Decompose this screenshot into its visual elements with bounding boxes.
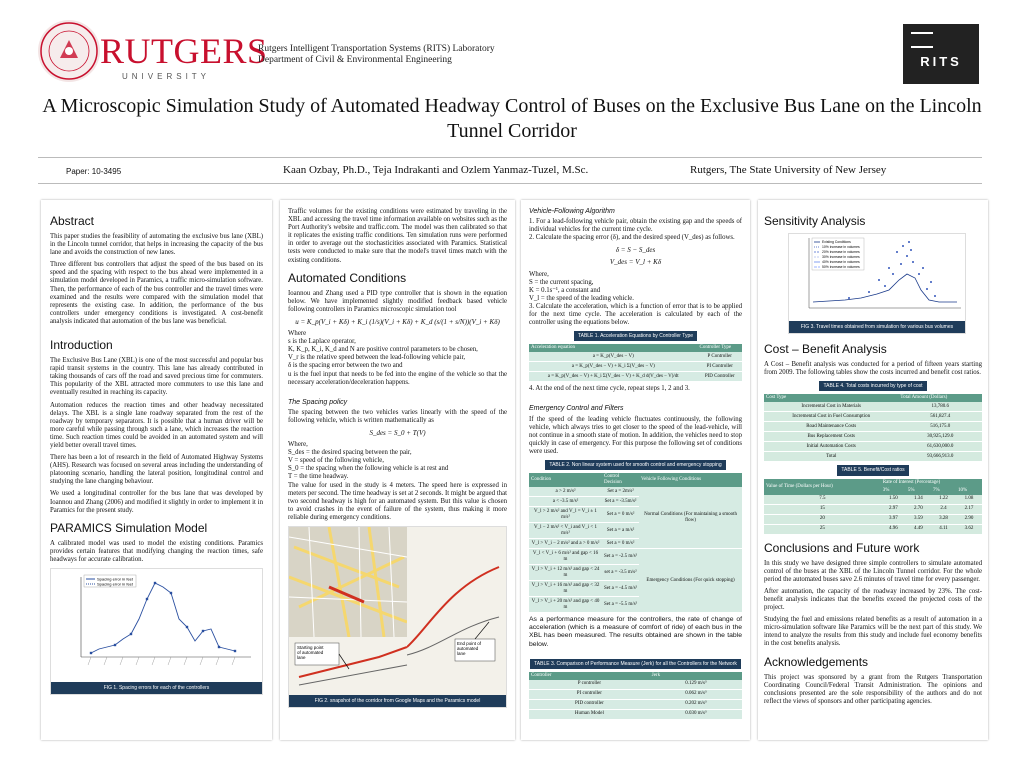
table-cell: a > 2 m/s² xyxy=(529,487,602,497)
conclusions-p2: In this study we have designed three simple controllers to simulate automated control of the buses at the XBL of the Lincoln Tunnel corridor. For the whole period the automated buses save 2.6 minutes of travel time for every passenger. xyxy=(764,559,982,583)
table-cell: Incremental Cost in Materials xyxy=(764,402,898,412)
algo-step-2: 2. Calculate the spacing error (δ), and the desired speed (V_des) as follows. xyxy=(529,234,735,242)
table-cell: Bus Replacement Costs xyxy=(764,432,898,442)
table-2-group-normal: Normal Conditions (For maintaining a smooth flow) xyxy=(639,487,742,549)
fig3-legend: Existing Conditions xyxy=(822,240,851,245)
where-line-2: K, K_p, K_i, K_d and N are positive control parameters to be chosen, xyxy=(288,346,478,354)
algorithm-heading: Vehicle-Following Algorithm xyxy=(529,208,615,215)
table-3-header: Jerk xyxy=(650,672,742,680)
algo-where: Where, xyxy=(529,270,549,278)
acknowledgements-heading: Acknowledgements xyxy=(764,654,869,669)
table-row xyxy=(764,514,982,524)
pid-equation: u = K_p(V_i + Kδ) + K_i (1/s)(V_i + Kδ) + K_d (s/(1 + s/N))(V_i + Kδ) xyxy=(295,317,500,326)
abstract-p1: This paper studies the feasibility of automating the exclusive bus lane (XBL) in the Lincoln tunnel corridor, that helps in increasing the capacity of the bus lane and avoids the construction of new lanes. xyxy=(50,233,263,257)
spacing-error-equation: δ = S − S_des xyxy=(615,246,656,255)
table-5-header-right: Rate of Interest (Percentage) xyxy=(881,479,982,487)
table-1-header: Acceleration equation xyxy=(529,344,697,352)
table-cell: V_l < V_i + 6 m/s² and gap < 16 m xyxy=(529,549,602,565)
table-cell: V_l > 2 m/s² and V_l = V_i ± 1 m/s² xyxy=(529,507,602,523)
table-cell: PID controller xyxy=(529,699,650,709)
rutgers-crest-icon xyxy=(38,20,100,82)
corridor-map-graphic xyxy=(289,527,506,695)
table-row xyxy=(764,402,982,412)
sensitivity-heading: Sensitivity Analysis xyxy=(764,214,866,228)
lab-affiliation xyxy=(258,44,495,66)
table-cell: Set a = -2.5 m/s² xyxy=(602,549,639,565)
spacing-policy-heading: The Spacing policy xyxy=(288,398,348,406)
table-cell: 3.28 xyxy=(931,514,956,524)
table-row xyxy=(529,699,742,709)
table-cell: 4.49 xyxy=(906,524,931,534)
paramics-heading: PARAMICS Simulation Model xyxy=(50,520,208,535)
table-2-group-emergency: Emergency Conditions (For quick stopping) xyxy=(639,549,742,613)
table-cell: 3.97 xyxy=(881,514,906,524)
table-cell: Human Model xyxy=(529,709,650,719)
table-2-header: Control Decision xyxy=(602,473,639,487)
table-2 xyxy=(529,473,742,613)
figure-2-caption: FIG 2. snapshot of the corridor from Google Maps and the Paramics model xyxy=(289,695,506,707)
fig2-label-end: End point of automated lane xyxy=(457,641,482,656)
var-line-2: V = speed of the following vehicle, xyxy=(288,457,385,465)
poster-header xyxy=(0,0,1024,88)
table-cell: 0.030 m/s³ xyxy=(650,709,742,719)
spacing-equation: S_des = S_0 + T(V) xyxy=(369,428,426,437)
table-cell: PID Controller xyxy=(697,372,742,382)
table-cell: 4.11 xyxy=(931,524,956,534)
calibration-p1: Traffic volumes for the existing conditions were estimated by traveling in the XBL and accessing the travel time information available on websites such as the Port Authority's website and traffic.com. The model was then calibrated so that it replicates the existing traffic conditions. Ten simulation runs were performed in order to average out the stochasticities associated with Paramics. Statistical tests were conducted to make sure that the model's travel times match with the existing conditions. xyxy=(288,208,507,264)
table-row xyxy=(764,504,982,514)
table-5-rate: 5% xyxy=(906,487,931,495)
conclusions-heading: Conclusions and Future work xyxy=(764,540,920,555)
where-line-5: u is the fuel input that needs to be fed into the engine of the vehicle so that the necessary acceleration/deceleration happens. xyxy=(288,370,507,386)
table-5-caption: TABLE 5. Benefit/Cost ratios xyxy=(837,465,908,475)
algo-def-3: V_l = the speed of the leading vehicle. xyxy=(529,294,634,302)
abstract-heading: Abstract xyxy=(50,214,95,228)
table-cell: V_l > V_i + 20 m/s² and gap < 40 m xyxy=(529,597,602,613)
table-cell: 1.08 xyxy=(956,495,982,505)
table-cell: 2.17 xyxy=(956,504,982,514)
table-cell: 516,175.0 xyxy=(898,422,982,432)
table-cell: V_l > V_i − 2 m/s² and a > 0 m/s² xyxy=(529,539,602,549)
desired-speed-equation: V_des = V_l + Kδ xyxy=(609,258,662,267)
table-cell: 0.202 m/s³ xyxy=(650,699,742,709)
table-cell: 3.59 xyxy=(906,514,931,524)
table-4-header: Total Amount (Dollars) xyxy=(898,394,982,402)
table-5-rate: 10% xyxy=(956,487,982,495)
table-cell: P Controller xyxy=(697,352,742,362)
table-5-header-left: Value of Time (Dollars per Hour) xyxy=(764,479,881,495)
table-cell: 13,780.6 xyxy=(898,402,982,412)
corridor-map xyxy=(289,527,506,695)
column-4 xyxy=(758,200,988,740)
travel-time-chart xyxy=(789,234,965,318)
table-cell: V_l − 2 m/s² < V_i and V_i < 1 m/s² xyxy=(529,523,602,539)
algo-step-1: 1. For a lead-following vehicle pair, obtain the existing gap and the speeds of individual vehicles for the current time cycle. xyxy=(529,218,742,234)
table-5-rate: 3% xyxy=(881,487,906,495)
poster-title: A Microscopic Simulation Study of Automated Headway Control of Buses on the Exclusive Bus Lane on the Lincoln Tunnel Corridor xyxy=(42,95,982,142)
table-cell: 2.97 xyxy=(881,504,906,514)
where-line-3: V_r is the relative speed between the lead-following vehicle pair, xyxy=(288,354,466,362)
cost-benefit-heading: Cost – Benefit Analysis xyxy=(764,342,887,357)
figure-3-caption: FIG 3. Travel times obtained from simulation for various bus volumes xyxy=(789,321,965,333)
table-cell: V_l > V_i + 12 m/s² and gap < 24 m xyxy=(529,565,602,581)
conclusions-p4: Studying the fuel and emissions related benefits as a result of automation in a micro-simulation software like Paramics will be the next part of this study. We intend to analyze the results from this study and include fuel economy benefits in the cost benefits analysis. xyxy=(764,616,982,648)
table-cell: Set a = 0 m/s² xyxy=(602,507,639,523)
where-label: Where xyxy=(288,330,307,338)
table-cell: 0.062 m/s³ xyxy=(650,689,742,699)
intro-p4: We used a longitudinal controller for the bus lane that was developed by Ioannou and Zhang (2006) and modified it slightly in order to implement it in Paramics for the present study. xyxy=(50,490,263,514)
table-cell: 1.34 xyxy=(906,495,931,505)
rutgers-subtitle: UNIVERSITY xyxy=(122,72,211,81)
authors-divider xyxy=(38,183,982,184)
table-cell: set a = -3.5 m/s² xyxy=(602,565,639,581)
where-line-4: δ is the spacing error between the two and xyxy=(288,362,403,370)
table-cell: Set a = -5.5 m/s² xyxy=(602,597,639,613)
paper-number: Paper: 10-3495 xyxy=(66,167,122,176)
rutgers-wordmark: RUTGERS xyxy=(100,31,268,71)
rutgers-logo xyxy=(38,20,268,82)
table-cell: 561,827.4 xyxy=(898,412,982,422)
table-cell: Initial Automation Costs xyxy=(764,442,898,452)
fig3-legend: 20% increase in volumes xyxy=(822,250,860,255)
emergency-p1: If the speed of the leading vehicle fluctuates continuously, the following vehicle, which always tries to get closer to the speed of the lead-vehicle, will not continue in a smooth state of motion. In addition, the vehicles need to stop quickly in case of emergency. For this purpose the following set of conditions were used. xyxy=(529,415,742,455)
title-divider xyxy=(38,157,982,158)
intro-heading: Introduction xyxy=(50,338,113,353)
affiliation: Rutgers, The State University of New Jersey xyxy=(690,164,887,176)
rits-logo xyxy=(903,24,979,84)
table-row xyxy=(529,549,742,565)
lab-line-1: Rutgers Intelligent Transportation Systems (RITS) Laboratory xyxy=(258,44,495,54)
table-cell: Road Maintenance Costs xyxy=(764,422,898,432)
table-row xyxy=(764,495,982,505)
acknowledgements-p5: This project was sponsored by a grant from the Rutgers Transportation Coordinating Council/Federal Transit Administration. The opinions and conclusions presented are the sole responsibility of the authors and do not reflect the views of sponsors and other participating agencies. xyxy=(764,673,982,705)
table-cell: a = K_p(V_des − V) xyxy=(529,352,697,362)
table-cell: 3.62 xyxy=(956,524,982,534)
fig3-legend: 10% increase in volumes xyxy=(822,245,860,250)
var-line-4: T = the time headway. xyxy=(288,473,349,481)
spacing-error-chart xyxy=(51,569,262,679)
algo-step-4: 4. At the end of the next time cycle, repeat steps 1, 2 and 3. xyxy=(529,385,690,393)
table-5 xyxy=(764,479,982,535)
column-3 xyxy=(521,200,750,740)
table-row xyxy=(529,680,742,690)
table-cell: 61,630,000.0 xyxy=(898,442,982,452)
where-line-1: s is the Laplace operator, xyxy=(288,338,356,346)
fig3-legend: 40% increase in volumes xyxy=(822,260,860,265)
table-cell: 0.129 m/s³ xyxy=(650,680,742,690)
table-cell: 2.4 xyxy=(931,504,956,514)
table-cell: Set a = -4.5 m/s² xyxy=(602,581,639,597)
table-cell: PI controller xyxy=(529,689,650,699)
table-4 xyxy=(764,394,982,462)
figure-1 xyxy=(50,568,263,695)
intro-p1: The Exclusive Bus Lane (XBL) is one of the most successful and popular bus rapid transit systems in the country. This lane has already contributed in taking thousands of cars off the road and saved precious time for commuters. This popularity of the XBL attracted more commuters to use this lane and eventually resulted in reaching its capacity. xyxy=(50,357,263,397)
table-row xyxy=(764,432,982,442)
fig3-legend: 50% increase in volumes xyxy=(822,265,860,270)
table-cell: 1.22 xyxy=(931,495,956,505)
intro-p2: Automation reduces the reaction times and other headway necessitated delays. The XBL is a single lane roadway separated from the rest of the roadway by temporary separators. It is possible that a human driver will be more careful while passing through such a lane, which increases the reaction time. Such reaction times could be avoided in an automated system and will yield better overall travel times. xyxy=(50,401,263,449)
table-row xyxy=(764,452,982,462)
automated-heading: Automated Conditions xyxy=(288,270,407,285)
table-cell: 2.70 xyxy=(906,504,931,514)
table-cell: a = K_p(V_des − V) + K_i Σ(V_des − V) xyxy=(529,362,697,372)
algo-step-3: 3. Calculate the acceleration, which is a function of error that is to be applied for the next time cycle. The acceleration is calculated by each of the controller using the equations below. xyxy=(529,302,742,327)
lab-line-2: Department of Civil & Environmental Engineering xyxy=(258,55,452,65)
authors: Kaan Ozbay, Ph.D., Teja Indrakanti and Ozlem Yanmaz-Tuzel, M.Sc. xyxy=(283,164,589,176)
var-line-1: S_des = the desired spacing between the pair, xyxy=(288,449,412,457)
intro-p3: There has been a lot of research in the field of Automated Highway Systems (AHS). Research was focused on several areas including the understanding of platooning scenario, handling the lateral position, longitudinal control and studying the lane changing behaviour. xyxy=(50,454,263,486)
table-cell: a < -3.5 m/s² xyxy=(529,497,602,507)
var-line-3: S_0 = the spacing when the following vehicle is at rest and xyxy=(288,465,449,473)
spacing-p3: The spacing between the two vehicles varies linearly with the speed of the following vehicle, which is written mathematically as xyxy=(288,408,507,424)
fig3-legend: 30% increase in volumes xyxy=(822,255,860,260)
rits-logo-text: RITS xyxy=(920,54,962,69)
cost-benefit-p1: A Cost – Benefit analysis was conducted for a period of fifteen years starting from 2009. The following tables show the costs incurred and benefit cost ratios. xyxy=(764,361,982,377)
table-row xyxy=(529,352,742,362)
table-cell: a = K_p(V_des − V) + K_i Σ(V_des − V) + K_d d(V_des − V)/dt xyxy=(529,372,697,382)
table-1 xyxy=(529,344,742,382)
algo-def-1: S = the current spacing, xyxy=(529,278,594,286)
table-row xyxy=(764,422,982,432)
table-cell: PI Controller xyxy=(697,362,742,372)
rits-logo-icon xyxy=(911,32,933,48)
table-row xyxy=(529,362,742,372)
table-row xyxy=(764,524,982,534)
table-row xyxy=(529,372,742,382)
table-cell: 2.90 xyxy=(956,514,982,524)
column-2 xyxy=(280,200,515,740)
table-row xyxy=(529,689,742,699)
table-cell: Set a = a m/s² xyxy=(602,523,639,539)
table-3 xyxy=(529,672,742,720)
fig1-legend-1: Spacing error in feet xyxy=(97,576,134,582)
table-row xyxy=(529,709,742,719)
figure-1-caption: FIG 1. Spacing errors for each of the controllers xyxy=(51,682,262,694)
fig2-label-start: Starting point of automated lane xyxy=(297,645,324,660)
table-cell: P controller xyxy=(529,680,650,690)
column-1 xyxy=(41,200,272,740)
table-cell: 25 xyxy=(764,524,881,534)
table-4-header: Cost Type xyxy=(764,394,898,402)
algo-def-2: K = 0.1s⁻¹, a constant and xyxy=(529,286,601,294)
table-5-rate: 7% xyxy=(931,487,956,495)
figure-2 xyxy=(288,526,507,708)
emergency-heading: Emergency Control and Filters xyxy=(529,405,624,413)
paramics-p1: A calibrated model was used to model the existing conditions. Paramics provides certain features that modifying changing the reaction times, safe headways for accurate calibration. xyxy=(50,539,263,563)
table-cell: Set a = 0 m/s² xyxy=(602,539,639,549)
table-2-caption: TABLE 2. Non linear system used for smooth control and emergency stopping xyxy=(545,460,725,470)
table-4-caption: TABLE 4. Total costs incurred by type of cost xyxy=(819,381,926,391)
fig1-legend-2: Spacing error in feet xyxy=(97,581,134,587)
table-cell: 1.50 xyxy=(881,495,906,505)
table-3-caption: TABLE 3. Comparison of Performance Measure (Jerk) for all the Controllers for the Network xyxy=(530,659,741,669)
table-cell: 93,666,913.0 xyxy=(898,452,982,462)
table-cell: 4.96 xyxy=(881,524,906,534)
table-cell: 15 xyxy=(764,504,881,514)
table-2-header: Vehicle Following Conditions xyxy=(639,473,742,487)
automated-p2: Ioannou and Zhang used a PID type controller that is shown in the equation below. We have implemented slightly modified feedback based vehicle following controllers in Paramics microscopic simulation tool xyxy=(288,289,507,313)
table-3-header: Controller xyxy=(529,672,650,680)
table-cell: V_l > V_i + 16 m/s² and gap < 32 m xyxy=(529,581,602,597)
table-cell: Total xyxy=(764,452,898,462)
performance-p2: As a performance measure for the controllers, the rate of change of acceleration (which is a measure of comfort of ride) of each bus in the XBL has been measured. The results obtained are shown in the table below. xyxy=(529,616,742,648)
table-1-caption: TABLE 1. Acceleration Equations by Controller Type xyxy=(574,331,697,341)
table-cell: 7.5 xyxy=(764,495,881,505)
table-cell: Set a = 2m/s² xyxy=(602,487,639,497)
abstract-p2: Three different bus controllers that adjust the speed of the bus based on its speed and the spacing with respect to the bus ahead were implemented in a simulation model developed in Paramics, a traffic micro-simulation software. Then, the performance of each of the bus controller and the travel times were examined and the results were compared with the simulation model that represents the existing case. In addition, the performance of the bus controllers under emergency conditions is investigated. A cost-benefit analysis indicated that automation of the bus lane was beneficial. xyxy=(50,261,263,325)
conclusions-p3: After automation, the capacity of the roadway increased by 23%. The cost-benefit analysis indicates that the benefits exceed the projected costs of the project. xyxy=(764,587,982,612)
table-cell: Set a = -3.5m/s² xyxy=(602,497,639,507)
table-row xyxy=(764,442,982,452)
spacing-p4: The value for used in the study is 4 meters. The speed here is expressed in meters per second. The time headway is set at 2 seconds. It might be argued that two second headway is high for an automated system. But this value is chosen to avoid crashes in the event of failure of the system, thus making it more reliable during emergency conditions. xyxy=(288,481,507,521)
table-cell: Incremental Cost in Fuel Consumption xyxy=(764,412,898,422)
table-2-header: Condition xyxy=(529,473,602,487)
where2-label: Where, xyxy=(288,441,308,449)
table-cell: 20 xyxy=(764,514,881,524)
table-row xyxy=(529,487,742,497)
figure-3 xyxy=(788,233,966,334)
table-row xyxy=(764,412,982,422)
table-1-header: Controller Type xyxy=(697,344,742,352)
table-cell: 30,925,129.0 xyxy=(898,432,982,442)
